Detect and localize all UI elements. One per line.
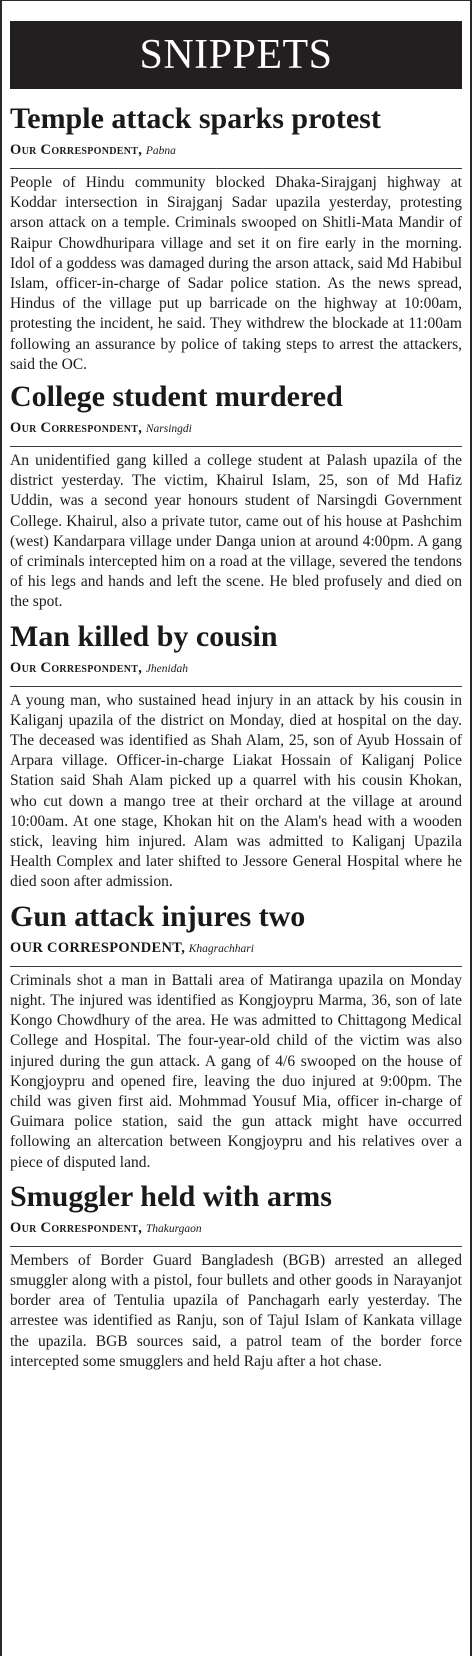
news-story xyxy=(10,619,462,893)
byline-place: Khagrachhari xyxy=(188,942,254,955)
story-byline xyxy=(10,142,462,160)
story-headline: Gun attack injures two xyxy=(10,899,306,933)
byline-correspondent: Our Correspondent, xyxy=(10,1219,143,1236)
story-body: An unidentified gang killed a college student at Palash upazila of the district yesterday. The victim, Khairul Islam, 25, son of Md Hafiz Uddin, was a second year honours student of Narsingdi Government College. Khairul, also a private tutor, came out of his house at Pashchim (west) Kandarpara village under Danga union at around 4:00pm. A gang of criminals intercepted him on a road at the village, severed the tendons of his legs and hands and left the scene. He bled profusely and died on the spot. xyxy=(10,452,462,611)
story-body-block xyxy=(10,686,462,893)
news-story xyxy=(10,1179,462,1372)
byline-correspondent: OUR CORRESPONDENT, xyxy=(10,939,186,956)
story-byline xyxy=(10,1220,462,1238)
story-body-block xyxy=(10,1246,462,1372)
story-body: Members of Border Guard Bangladesh (BGB) arrested an alleged smuggler along with a pistol, four bullets and other goods in Narayanjot border area of Tentulia upazila of Panchagarh early yesterday. The arrestee was identified as Ranju, son of Tajul Islam of Kankata village the upazila. BGB sources said, a patrol team of the border force intercepted some smugglers and held Raju after a hot chase. xyxy=(10,1251,462,1370)
story-byline xyxy=(10,420,462,438)
story-byline xyxy=(10,660,462,678)
section-title: SNIPPETS xyxy=(139,32,333,78)
story-headline: Temple attack sparks protest xyxy=(10,102,381,135)
byline-correspondent: Our Correspondent, xyxy=(10,659,143,676)
story-body-block xyxy=(10,446,462,613)
byline-place: Thakurgaon xyxy=(145,1222,202,1235)
news-story xyxy=(10,101,462,375)
story-body-block xyxy=(10,168,462,375)
story-headline: College student murdered xyxy=(10,380,343,414)
story-body: Criminals shot a man in Battali area of Matiranga upazila on Monday night. The injured was identified as Kongjoypru Marma, 36, son of late Kongo Chowdhury of the area. He was admitted to Chittagong Medical College and Hospital. The four-year-old child of the victim was also injured during the gun attack. A gang of 4/6 swooped on the house of Kongjoypru and opened fire, leaving the duo injured at 9:00pm. The child was given first aid. Mohmmad Yousuf Mia, officer in-charge of Guimara police station, said the gun attack might have occurred following an altercation between Kongjoypru and his relatives over a piece of disputed land. xyxy=(10,971,462,1171)
news-story xyxy=(10,379,462,613)
byline-place: Narsingdi xyxy=(145,423,192,436)
story-byline xyxy=(10,940,462,958)
news-story xyxy=(10,899,462,1173)
story-body: People of Hindu community blocked Dhaka-Sirajganj highway at Koddar intersection in Sirajganj Sadar upazila yesterday, protesting arson attack on a temple. Criminals swooped on Shitli-Mata Mandir of Raipur Chowdhuripara village and set it on fire early in the morning. Idol of a goddess was damaged during the arson attack, said Md Habibul Islam, officer-in-charge of Sadar police station. As the news spread, Hindus of the village put up barricade on the highway at 10:00am, protesting the incident, he said. They withdrew the blockade at 11:00am following an assurance by police of taking steps to arrest the attackers, said the OC. xyxy=(10,174,462,373)
byline-place: Jhenidah xyxy=(145,662,188,675)
story-headline: Man killed by cousin xyxy=(10,619,278,653)
story-headline: Smuggler held with arms xyxy=(10,1179,332,1213)
section-title-banner xyxy=(10,21,462,89)
story-body-block xyxy=(10,966,462,1173)
byline-correspondent: Our Correspondent, xyxy=(10,142,143,158)
byline-place: Pabna xyxy=(145,145,176,157)
story-body: A young man, who sustained head injury in an attack by his cousin in Kaliganj upazila of the district on Monday, died at hospital on the day. The deceased was identified as Shah Alam, 25, son of Ayub Hossain of Arpara village. Officer-in-charge Liakat Hossain of Kaliganj Police Station said Shah Alam picked up a quarrel with his cousin Khokan, who cut down a mango tree at their orchard at the village at around 10:00am. At one stage, Khokan hit on the Alam's head with a wooden stick, leaving him injured. Alam was admitted to Kaliganj Upazila Health Complex and later shifted to Jessore General Hospital where he died soon after admission. xyxy=(10,691,462,891)
byline-correspondent: Our Correspondent, xyxy=(10,420,143,437)
